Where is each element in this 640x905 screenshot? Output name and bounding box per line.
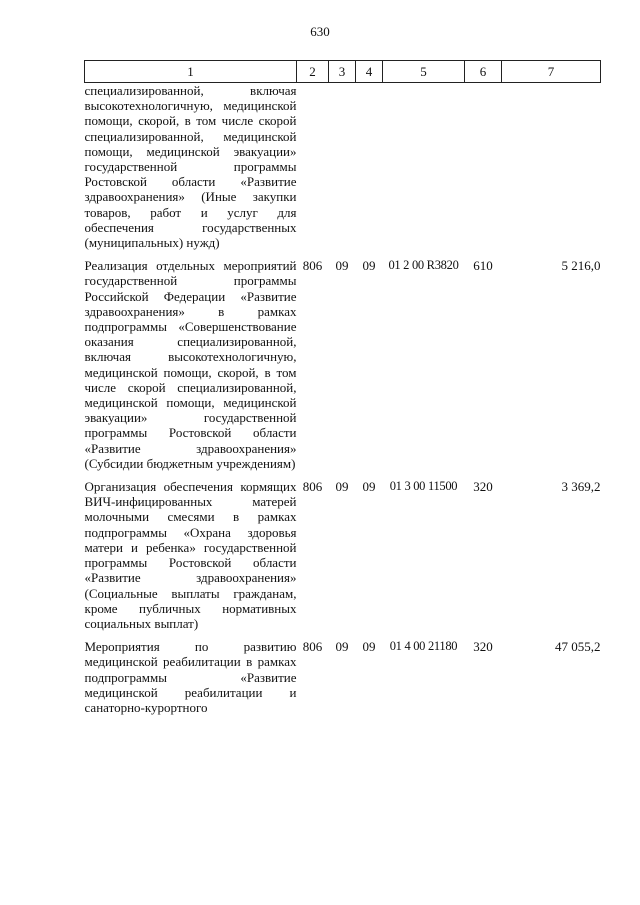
expense-type-code: 610 [473, 258, 493, 274]
row-description: специализированной, включая высокотехнологичную, медицинской помощи, скорой, в том числе скорой специализированной, медицинской помощи, медицинской эвакуации» государственной программы Ростовской области «Развитие здравоохранения» (Иные закупки товаров, работ и услуг для обеспечения государственных (муниципальных) нужд) [84, 83, 297, 251]
column-header: 6 [465, 61, 502, 83]
subsection-code: 09 [362, 639, 376, 655]
column-header: 2 [297, 61, 329, 83]
target-article-code: 01 4 00 21180 [389, 639, 458, 654]
subsection-code: 09 [362, 258, 376, 274]
row-description: Мероприятия по развитию медицинской реабилитации в рамках подпрограммы «Развитие медицинской реабилитации и санаторно-курортного [84, 639, 297, 715]
row-description: Реализация отдельных мероприятий государственной программы Российской Федерации «Развитие здравоохранения» в рамках подпрограммы «Совершенствование оказания специализированной, включая высокотехнологичную, медицинской помощи, скорой, в том числе скорой специализированной, медицинской помощи, медицинской эвакуации» государственной программы Ростовской области «Развитие здравоохранения» (Субсидии бюджетным учреждениям) [84, 258, 297, 471]
section-code: 09 [335, 258, 349, 274]
ministry-code: 806 [302, 479, 323, 495]
row-description: Организация обеспечения кормящих ВИЧ-инфицированных матерей молочными смесями в рамках подпрограммы «Охрана здоровья матери и ребенка» государственной программы Ростовской области «Развитие здравоохранения» (Социальные выплаты гражданам, кроме публичных нормативных социальных выплат) [84, 479, 297, 631]
table-row [85, 83, 601, 251]
page-number: 630 [310, 24, 330, 39]
table-row [85, 639, 601, 715]
column-header: 5 [383, 61, 465, 83]
column-header: 4 [356, 61, 383, 83]
table-row [85, 479, 601, 631]
expense-type-code: 320 [473, 639, 493, 655]
target-article-code: 01 3 00 11500 [389, 479, 458, 494]
column-header: 3 [329, 61, 356, 83]
row-spacer [85, 250, 601, 258]
budget-table [84, 60, 601, 715]
table-row [85, 258, 601, 471]
section-code: 09 [335, 479, 349, 495]
row-spacer [85, 471, 601, 479]
ministry-code [297, 83, 329, 251]
subsection-code: 09 [362, 479, 376, 495]
column-header: 7 [502, 61, 601, 83]
subsection-code [356, 83, 383, 251]
column-header: 1 [85, 61, 297, 83]
table-header-row [85, 61, 601, 83]
section-code: 09 [335, 639, 349, 655]
expense-type-code [465, 83, 502, 251]
row-spacer [85, 631, 601, 639]
amount-value: 5 216,0 [561, 258, 601, 274]
section-code [329, 83, 356, 251]
expense-type-code: 320 [473, 479, 493, 495]
amount-value: 3 369,2 [561, 479, 601, 495]
ministry-code: 806 [302, 258, 323, 274]
amount-value: 47 055,2 [555, 639, 601, 655]
target-article-code: 01 2 00 R3820 [388, 258, 459, 273]
amount-value [502, 83, 601, 251]
ministry-code: 806 [302, 639, 323, 655]
target-article-code [383, 83, 465, 251]
